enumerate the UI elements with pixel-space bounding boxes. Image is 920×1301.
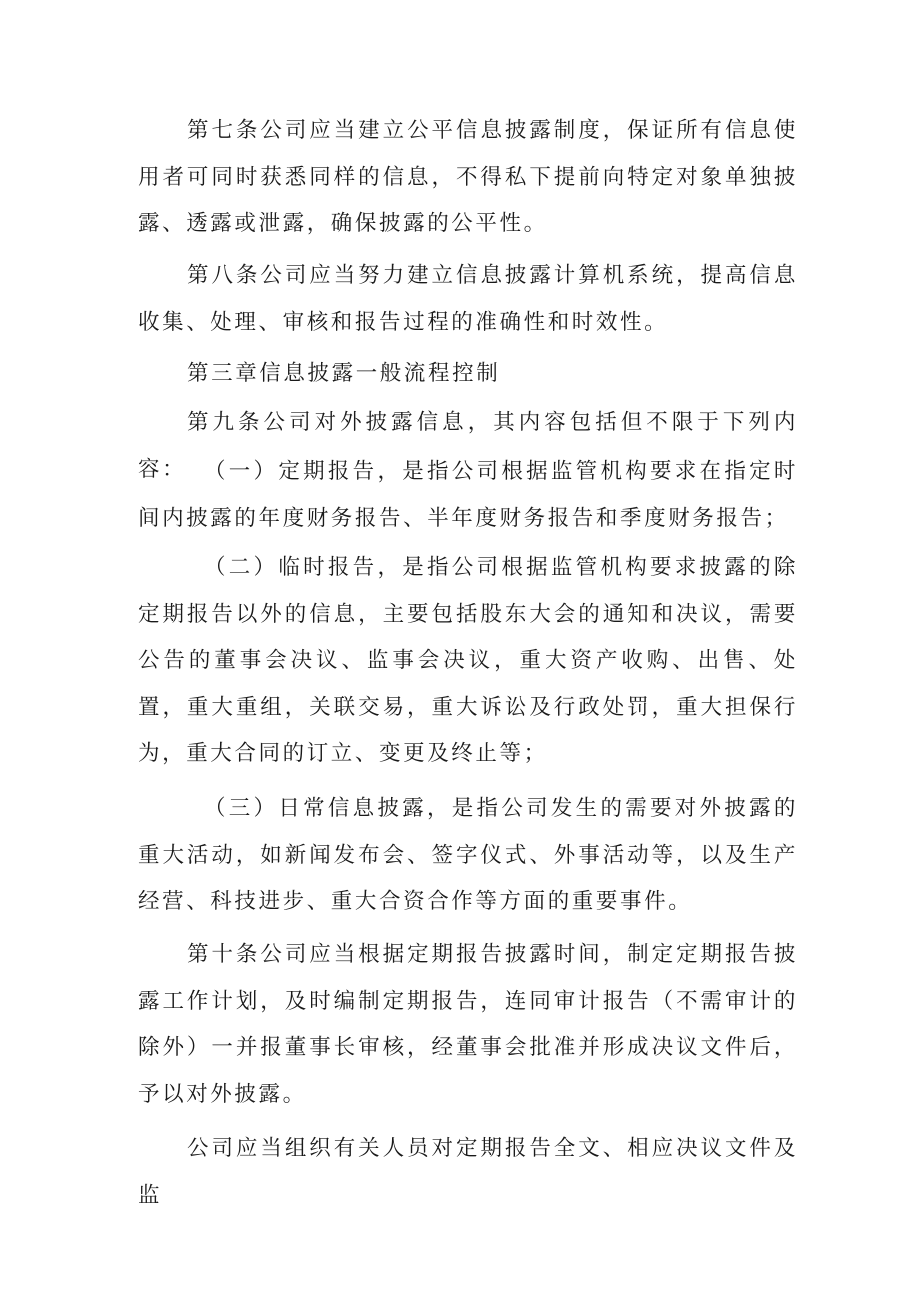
paragraph-article-9: 第九条公司对外披露信息，其内容包括但不限于下列内容： xyxy=(138,410,798,482)
paragraph-continuation: 公司应当组织有关人员对定期报告全文、相应决议文件及监 xyxy=(138,1136,798,1208)
chapter-heading: 第三章信息披露一般流程控制 xyxy=(187,361,501,386)
paragraph-article-8: 第八条公司应当努力建立信息披露计算机系统，提高信息收集、处理、审核和报告过程的准确性和时效性。 xyxy=(138,263,798,335)
paragraph-item-2: （二）临时报告，是指公司根据监管机构要求披露的除定期报告以外的信息，主要包括股东大会的通知和决议，需要公告的董事会决议、监事会决议，重大资产收购、出售、处置，重大重组，关联交易，重大诉讼及行政处罚，重大担保行为，重大合同的订立、变更及终止等； xyxy=(138,555,798,766)
paragraph-article-7: 第七条公司应当建立公平信息披露制度，保证所有信息使用者可同时获悉同样的信息，不得私下提前向特定对象单独披露、透露或泄露，确保披露的公平性。 xyxy=(138,118,798,236)
paragraph-item-1: （一）定期报告，是指公司根据监管机构要求在指定时间内披露的年度财务报告、半年度财务报告和季度财务报告； xyxy=(138,459,798,531)
paragraph-item-3: （三）日常信息披露，是指公司发生的需要对外披露的重大活动，如新闻发布会、签字仪式、外事活动等，以及生产经营、科技进步、重大合资合作等方面的重要事件。 xyxy=(138,796,798,914)
paragraph-article-10: 第十条公司应当根据定期报告披露时间，制定定期报告披露工作计划，及时编制定期报告，连同审计报告（不需审计的除外）一并报董事长审核，经董事会批准并形成决议文件后，予以对外披露。 xyxy=(138,942,798,1107)
